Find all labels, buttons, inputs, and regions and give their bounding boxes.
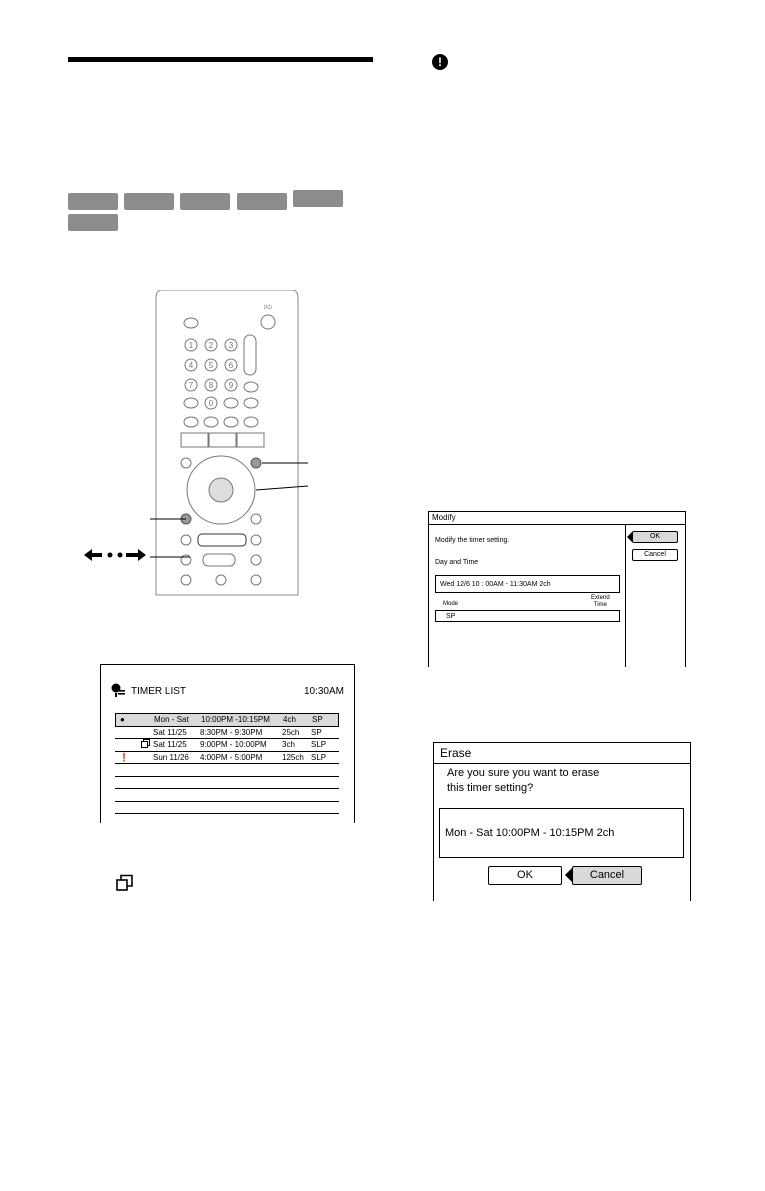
- erase-setting-box: [439, 808, 684, 858]
- cancel-button[interactable]: Cancel: [572, 866, 642, 885]
- row-day: Sat 11/25: [153, 740, 187, 749]
- table-row[interactable]: [115, 739, 339, 752]
- svg-text:6: 6: [228, 361, 234, 370]
- erase-question-line-2: this timer setting?: [447, 782, 534, 794]
- extend-label-line-1: Extend: [591, 595, 610, 601]
- row-channel: 125ch: [282, 752, 304, 762]
- empty-row: [115, 777, 339, 790]
- empty-row: [115, 802, 339, 815]
- erase-dialog: [433, 742, 691, 901]
- disc-badge-6: [68, 214, 118, 231]
- svg-text:1: 1: [188, 341, 194, 350]
- table-row[interactable]: [115, 727, 339, 740]
- disc-badge-3: [180, 193, 230, 210]
- timer-list-title: TIMER LIST: [131, 686, 187, 697]
- extend-time-label: [591, 595, 610, 609]
- svg-text:4: 4: [188, 361, 194, 370]
- erase-question-line-1: Are you sure you want to erase: [447, 767, 600, 779]
- disc-badge-4: [237, 193, 287, 210]
- timer-list-icon: [111, 683, 125, 697]
- extend-label-line-2: Time: [593, 602, 607, 608]
- timer-list-clock: 10:30AM: [303, 686, 344, 697]
- row-mode: SLP: [311, 740, 327, 749]
- row-day: Mon - Sat: [154, 715, 189, 724]
- selection-pointer-icon: [627, 532, 632, 542]
- modify-dialog-title: Modify: [429, 512, 685, 525]
- mode-label: Mode: [443, 601, 459, 607]
- table-row[interactable]: [115, 752, 339, 765]
- callout-lines-left: [80, 515, 190, 575]
- row-channel: 4ch: [283, 715, 296, 724]
- day-time-label: Day and Time: [435, 559, 479, 566]
- cancel-button[interactable]: Cancel: [632, 549, 678, 561]
- erase-question: [447, 766, 677, 796]
- selection-pointer-icon: [565, 868, 572, 882]
- overlap-icon: [141, 739, 150, 751]
- erase-dialog-title: Erase: [434, 743, 690, 764]
- row-day: Sat 11/25: [153, 727, 187, 737]
- warning-icon: !: [432, 54, 448, 70]
- exclamation-circle-icon: ❗: [119, 752, 129, 762]
- disc-badge-5: [293, 190, 343, 207]
- overlap-icon: [116, 874, 134, 897]
- ok-button[interactable]: OK: [488, 866, 562, 885]
- svg-text:9: 9: [228, 381, 234, 390]
- modify-divider: [625, 525, 626, 667]
- filled-circle-icon: ●: [120, 715, 125, 724]
- row-channel: 25ch: [282, 727, 300, 737]
- ok-button[interactable]: OK: [632, 531, 678, 543]
- row-mode: SP: [311, 727, 322, 737]
- svg-text:2: 2: [208, 341, 214, 350]
- mode-field[interactable]: SP: [435, 610, 620, 622]
- erase-setting-text: Mon - Sat 10:00PM - 10:15PM 2ch: [445, 827, 615, 839]
- empty-row: [115, 764, 339, 777]
- table-row[interactable]: [115, 713, 339, 727]
- title-rule: [68, 57, 373, 62]
- row-mode: SP: [312, 715, 323, 724]
- row-time: 4:00PM - 5:00PM: [200, 752, 263, 762]
- svg-text:7: 7: [188, 381, 194, 390]
- disc-badge-1: [68, 193, 118, 210]
- row-mode: SLP: [311, 752, 327, 762]
- empty-row: [115, 789, 339, 802]
- row-time: 8:30PM - 9:30PM: [200, 727, 263, 737]
- timer-list-panel: [100, 664, 355, 823]
- timer-list-rows: [115, 713, 339, 814]
- row-day: Sun 11/26: [153, 752, 189, 762]
- svg-text:3: 3: [228, 341, 234, 350]
- row-time: 10:00PM -10:15PM: [201, 715, 270, 724]
- svg-text:I/⏻: I/⏻: [264, 305, 273, 311]
- disc-badge-2: [124, 193, 174, 210]
- modify-dialog: [428, 511, 686, 667]
- row-channel: 3ch: [282, 740, 295, 749]
- modify-instruction: Modify the timer setting.: [435, 537, 510, 544]
- svg-text:8: 8: [208, 381, 214, 390]
- svg-text:5: 5: [208, 361, 214, 370]
- svg-text:0: 0: [208, 399, 214, 408]
- row-time: 9:00PM - 10:00PM: [200, 740, 267, 749]
- day-time-field[interactable]: Wed 12/6 10 : 00AM - 11:30AM 2ch: [435, 575, 620, 593]
